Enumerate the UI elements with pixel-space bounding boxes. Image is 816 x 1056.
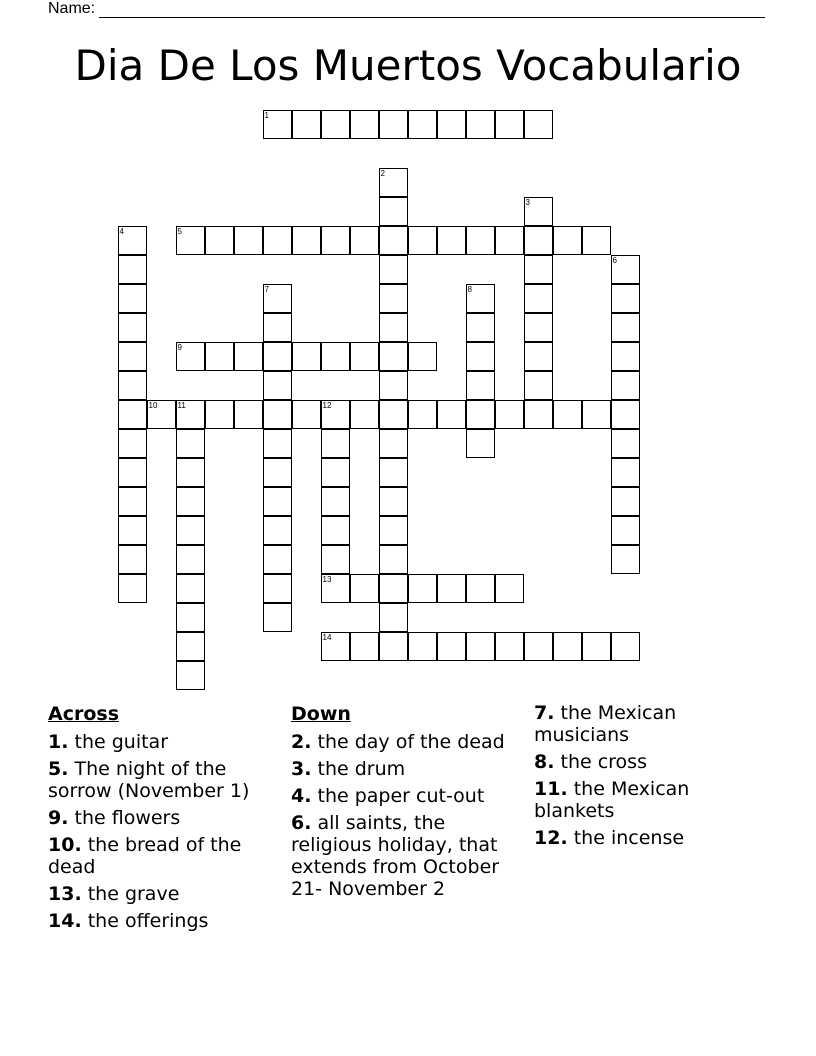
crossword-cell[interactable] <box>408 226 437 255</box>
crossword-cell[interactable] <box>437 632 466 661</box>
crossword-cell[interactable] <box>263 226 292 255</box>
crossword-cell[interactable] <box>408 342 437 371</box>
clue-item-text: the day of the dead <box>317 731 505 753</box>
crossword-cell[interactable] <box>582 400 611 429</box>
crossword-cell[interactable] <box>263 487 292 516</box>
crossword-cell[interactable] <box>582 226 611 255</box>
crossword-cell[interactable] <box>582 632 611 661</box>
crossword-cell[interactable] <box>611 400 640 429</box>
crossword-cell[interactable] <box>263 574 292 603</box>
crossword-cell[interactable] <box>379 226 408 255</box>
crossword-cell[interactable] <box>524 255 553 284</box>
crossword-cell[interactable] <box>379 371 408 400</box>
crossword-cell[interactable] <box>263 342 292 371</box>
crossword-cell[interactable] <box>524 226 553 255</box>
crossword-cell[interactable] <box>350 226 379 255</box>
crossword-cell[interactable] <box>350 632 379 661</box>
crossword-cell[interactable] <box>176 516 205 545</box>
clue-item <box>291 731 527 753</box>
crossword-cell[interactable] <box>118 545 147 574</box>
crossword-cell[interactable] <box>379 197 408 226</box>
crossword-cell[interactable] <box>553 226 582 255</box>
crossword-cell[interactable] <box>379 255 408 284</box>
clue-item <box>48 807 284 829</box>
crossword-cell[interactable] <box>437 226 466 255</box>
clue-item <box>291 785 527 807</box>
crossword-cell[interactable] <box>176 632 205 661</box>
clue-item-text: the grave <box>87 883 180 905</box>
across-clues <box>48 702 284 937</box>
crossword-cell[interactable] <box>118 516 147 545</box>
crossword-cell[interactable] <box>611 313 640 342</box>
crossword-cell[interactable] <box>466 110 495 139</box>
crossword-cell[interactable] <box>466 574 495 603</box>
crossword-cell[interactable] <box>118 226 147 255</box>
crossword-cell[interactable] <box>292 110 321 139</box>
crossword-cell[interactable] <box>263 603 292 632</box>
crossword-cell[interactable] <box>524 632 553 661</box>
crossword-cell[interactable] <box>350 110 379 139</box>
crossword-cell[interactable] <box>379 458 408 487</box>
crossword-cell[interactable] <box>495 574 524 603</box>
crossword-cell[interactable] <box>611 487 640 516</box>
clue-item-number: 5. <box>48 758 69 780</box>
crossword-cell[interactable] <box>176 545 205 574</box>
crossword-cell[interactable] <box>379 429 408 458</box>
crossword-cell[interactable] <box>611 545 640 574</box>
clue-item <box>48 883 284 905</box>
crossword-cell[interactable] <box>524 313 553 342</box>
crossword-cell[interactable] <box>263 313 292 342</box>
crossword-cell[interactable] <box>321 226 350 255</box>
crossword-cell[interactable] <box>118 487 147 516</box>
crossword-cell[interactable] <box>321 400 350 429</box>
crossword-cell[interactable] <box>321 516 350 545</box>
crossword-cell[interactable] <box>379 313 408 342</box>
crossword-cell[interactable] <box>118 342 147 371</box>
clue-number: 3 <box>525 198 530 207</box>
crossword-cell[interactable] <box>466 632 495 661</box>
crossword-cell[interactable] <box>176 603 205 632</box>
clue-number: 2 <box>380 169 385 178</box>
clue-number: 1 <box>264 111 269 120</box>
crossword-cell[interactable] <box>118 313 147 342</box>
down-clues-continued <box>534 702 774 854</box>
clue-number: 10 <box>148 401 158 410</box>
clue-number: 4 <box>119 227 124 236</box>
clue-number: 5 <box>177 227 182 236</box>
crossword-cell[interactable] <box>466 371 495 400</box>
crossword-cell[interactable] <box>176 661 205 690</box>
crossword-cell[interactable] <box>263 545 292 574</box>
crossword-cell[interactable] <box>495 400 524 429</box>
crossword-cell[interactable] <box>234 400 263 429</box>
crossword-cell[interactable] <box>408 110 437 139</box>
crossword-cell[interactable] <box>147 400 176 429</box>
crossword-cell[interactable] <box>466 400 495 429</box>
crossword-cell[interactable] <box>553 400 582 429</box>
crossword-cell[interactable] <box>263 429 292 458</box>
crossword-cell[interactable] <box>408 632 437 661</box>
crossword-cell[interactable] <box>524 197 553 226</box>
crossword-cell[interactable] <box>321 110 350 139</box>
crossword-cell[interactable] <box>379 342 408 371</box>
crossword-cell[interactable] <box>263 516 292 545</box>
crossword-cell[interactable] <box>466 284 495 313</box>
crossword-cell[interactable] <box>118 284 147 313</box>
clue-item-text: the cross <box>560 751 647 773</box>
crossword-cell[interactable] <box>176 342 205 371</box>
clue-item-number: 12. <box>534 827 568 849</box>
crossword-cell[interactable] <box>118 371 147 400</box>
clue-item-text: the Mexican musicians <box>534 702 677 746</box>
crossword-cell[interactable] <box>466 342 495 371</box>
crossword-cell[interactable] <box>350 574 379 603</box>
crossword-cell[interactable] <box>321 458 350 487</box>
crossword-cell[interactable] <box>611 284 640 313</box>
clue-item-number: 7. <box>534 702 555 724</box>
clue-item-text: the paper cut-out <box>317 785 485 807</box>
crossword-cell[interactable] <box>176 429 205 458</box>
clue-number: 14 <box>322 633 332 642</box>
crossword-cell[interactable] <box>466 429 495 458</box>
crossword-cell[interactable] <box>321 342 350 371</box>
clue-item <box>534 751 774 773</box>
crossword-cell[interactable] <box>176 400 205 429</box>
crossword-cell[interactable] <box>118 255 147 284</box>
crossword-cell[interactable] <box>263 371 292 400</box>
clue-item-number: 9. <box>48 807 69 829</box>
clue-number: 6 <box>612 256 617 265</box>
crossword-cell[interactable] <box>437 110 466 139</box>
crossword-cell[interactable] <box>292 226 321 255</box>
crossword-cell[interactable] <box>321 487 350 516</box>
clue-item-number: 4. <box>291 785 312 807</box>
crossword-cell[interactable] <box>118 458 147 487</box>
crossword-cell[interactable] <box>611 255 640 284</box>
crossword-cell[interactable] <box>437 574 466 603</box>
clue-number: 8 <box>467 285 472 294</box>
crossword-cell[interactable] <box>495 226 524 255</box>
clue-item-text: the incense <box>573 827 685 849</box>
clue-item <box>291 758 527 780</box>
crossword-cell[interactable] <box>379 574 408 603</box>
clue-item <box>534 827 774 849</box>
crossword-cell[interactable] <box>379 284 408 313</box>
crossword-cell[interactable] <box>611 429 640 458</box>
crossword-cell[interactable] <box>379 400 408 429</box>
crossword-cell[interactable] <box>205 342 234 371</box>
crossword-cell[interactable] <box>350 342 379 371</box>
crossword-cell[interactable] <box>205 226 234 255</box>
crossword-cell[interactable] <box>379 110 408 139</box>
crossword-cell[interactable] <box>524 400 553 429</box>
clue-item-number: 14. <box>48 910 82 932</box>
crossword-cell[interactable] <box>611 371 640 400</box>
crossword-cell[interactable] <box>408 574 437 603</box>
crossword-cell[interactable] <box>524 371 553 400</box>
name-label: Name: <box>48 0 96 17</box>
down-clues <box>291 702 527 905</box>
crossword-cell[interactable] <box>379 516 408 545</box>
crossword-cell[interactable] <box>495 110 524 139</box>
crossword-cell[interactable] <box>176 574 205 603</box>
crossword-cell[interactable] <box>524 342 553 371</box>
clue-item <box>48 834 284 878</box>
crossword-cell[interactable] <box>263 458 292 487</box>
clue-item-text: all saints, the religious holiday, that extends from October 21- November 2 <box>291 812 500 900</box>
crossword-cell[interactable] <box>408 400 437 429</box>
clue-number: 11 <box>177 401 186 410</box>
crossword-cell[interactable] <box>379 545 408 574</box>
clue-item-number: 10. <box>48 834 82 856</box>
clue-item-text: the bread of the dead <box>48 834 242 878</box>
crossword-cell[interactable] <box>118 429 147 458</box>
crossword-cell[interactable] <box>611 632 640 661</box>
crossword-cell[interactable] <box>118 574 147 603</box>
crossword-cell[interactable] <box>524 284 553 313</box>
clue-item-text: the flowers <box>74 807 181 829</box>
clue-item <box>534 778 774 822</box>
crossword-cell[interactable] <box>437 400 466 429</box>
crossword-cell[interactable] <box>379 632 408 661</box>
clue-item <box>291 812 527 900</box>
crossword-cell[interactable] <box>118 400 147 429</box>
clue-item <box>48 731 284 753</box>
clue-number: 7 <box>264 285 269 294</box>
crossword-cell[interactable] <box>234 342 263 371</box>
crossword-cell[interactable] <box>524 110 553 139</box>
crossword-cell[interactable] <box>553 632 582 661</box>
clue-item-text: the drum <box>317 758 406 780</box>
crossword-cell[interactable] <box>263 284 292 313</box>
crossword-cell[interactable] <box>379 603 408 632</box>
crossword-cell[interactable] <box>466 313 495 342</box>
crossword-cell[interactable] <box>350 400 379 429</box>
down-heading: Down <box>291 703 351 725</box>
crossword-cell[interactable] <box>611 458 640 487</box>
crossword-cell[interactable] <box>611 342 640 371</box>
clue-item-text: The night of the sorrow (November 1) <box>48 758 250 802</box>
crossword-cell[interactable] <box>321 429 350 458</box>
clue-item-number: 11. <box>534 778 568 800</box>
page-title: Dia De Los Muertos Vocabulario <box>74 41 742 90</box>
crossword-cell[interactable] <box>263 110 292 139</box>
across-heading: Across <box>48 703 120 725</box>
crossword-cell[interactable] <box>321 574 350 603</box>
clue-number: 9 <box>177 343 182 352</box>
crossword-cell[interactable] <box>176 487 205 516</box>
clue-item-number: 6. <box>291 812 312 834</box>
clue-item <box>48 758 284 802</box>
crossword-cell[interactable] <box>234 226 263 255</box>
clue-item-text: the Mexican blankets <box>534 778 690 822</box>
crossword-cell[interactable] <box>205 400 234 429</box>
clue-item-text: the guitar <box>74 731 169 753</box>
crossword-cell[interactable] <box>292 400 321 429</box>
clue-item-number: 8. <box>534 751 555 773</box>
clue-item <box>48 910 284 932</box>
crossword-cell[interactable] <box>292 342 321 371</box>
clue-number: 13 <box>322 575 332 584</box>
crossword-cell[interactable] <box>379 168 408 197</box>
crossword-cell[interactable] <box>321 632 350 661</box>
clue-item-number: 3. <box>291 758 312 780</box>
clue-item-number: 13. <box>48 883 82 905</box>
crossword-cell[interactable] <box>466 226 495 255</box>
clue-number: 12 <box>322 401 332 410</box>
crossword-cell[interactable] <box>379 487 408 516</box>
clue-item-text: the offerings <box>87 910 209 932</box>
crossword-cell[interactable] <box>321 545 350 574</box>
crossword-cell[interactable] <box>495 632 524 661</box>
clue-item-number: 2. <box>291 731 312 753</box>
crossword-cell[interactable] <box>176 226 205 255</box>
crossword-cell[interactable] <box>176 458 205 487</box>
crossword-cell[interactable] <box>263 400 292 429</box>
clue-item-number: 1. <box>48 731 69 753</box>
clue-item <box>534 702 774 746</box>
crossword-cell[interactable] <box>611 516 640 545</box>
